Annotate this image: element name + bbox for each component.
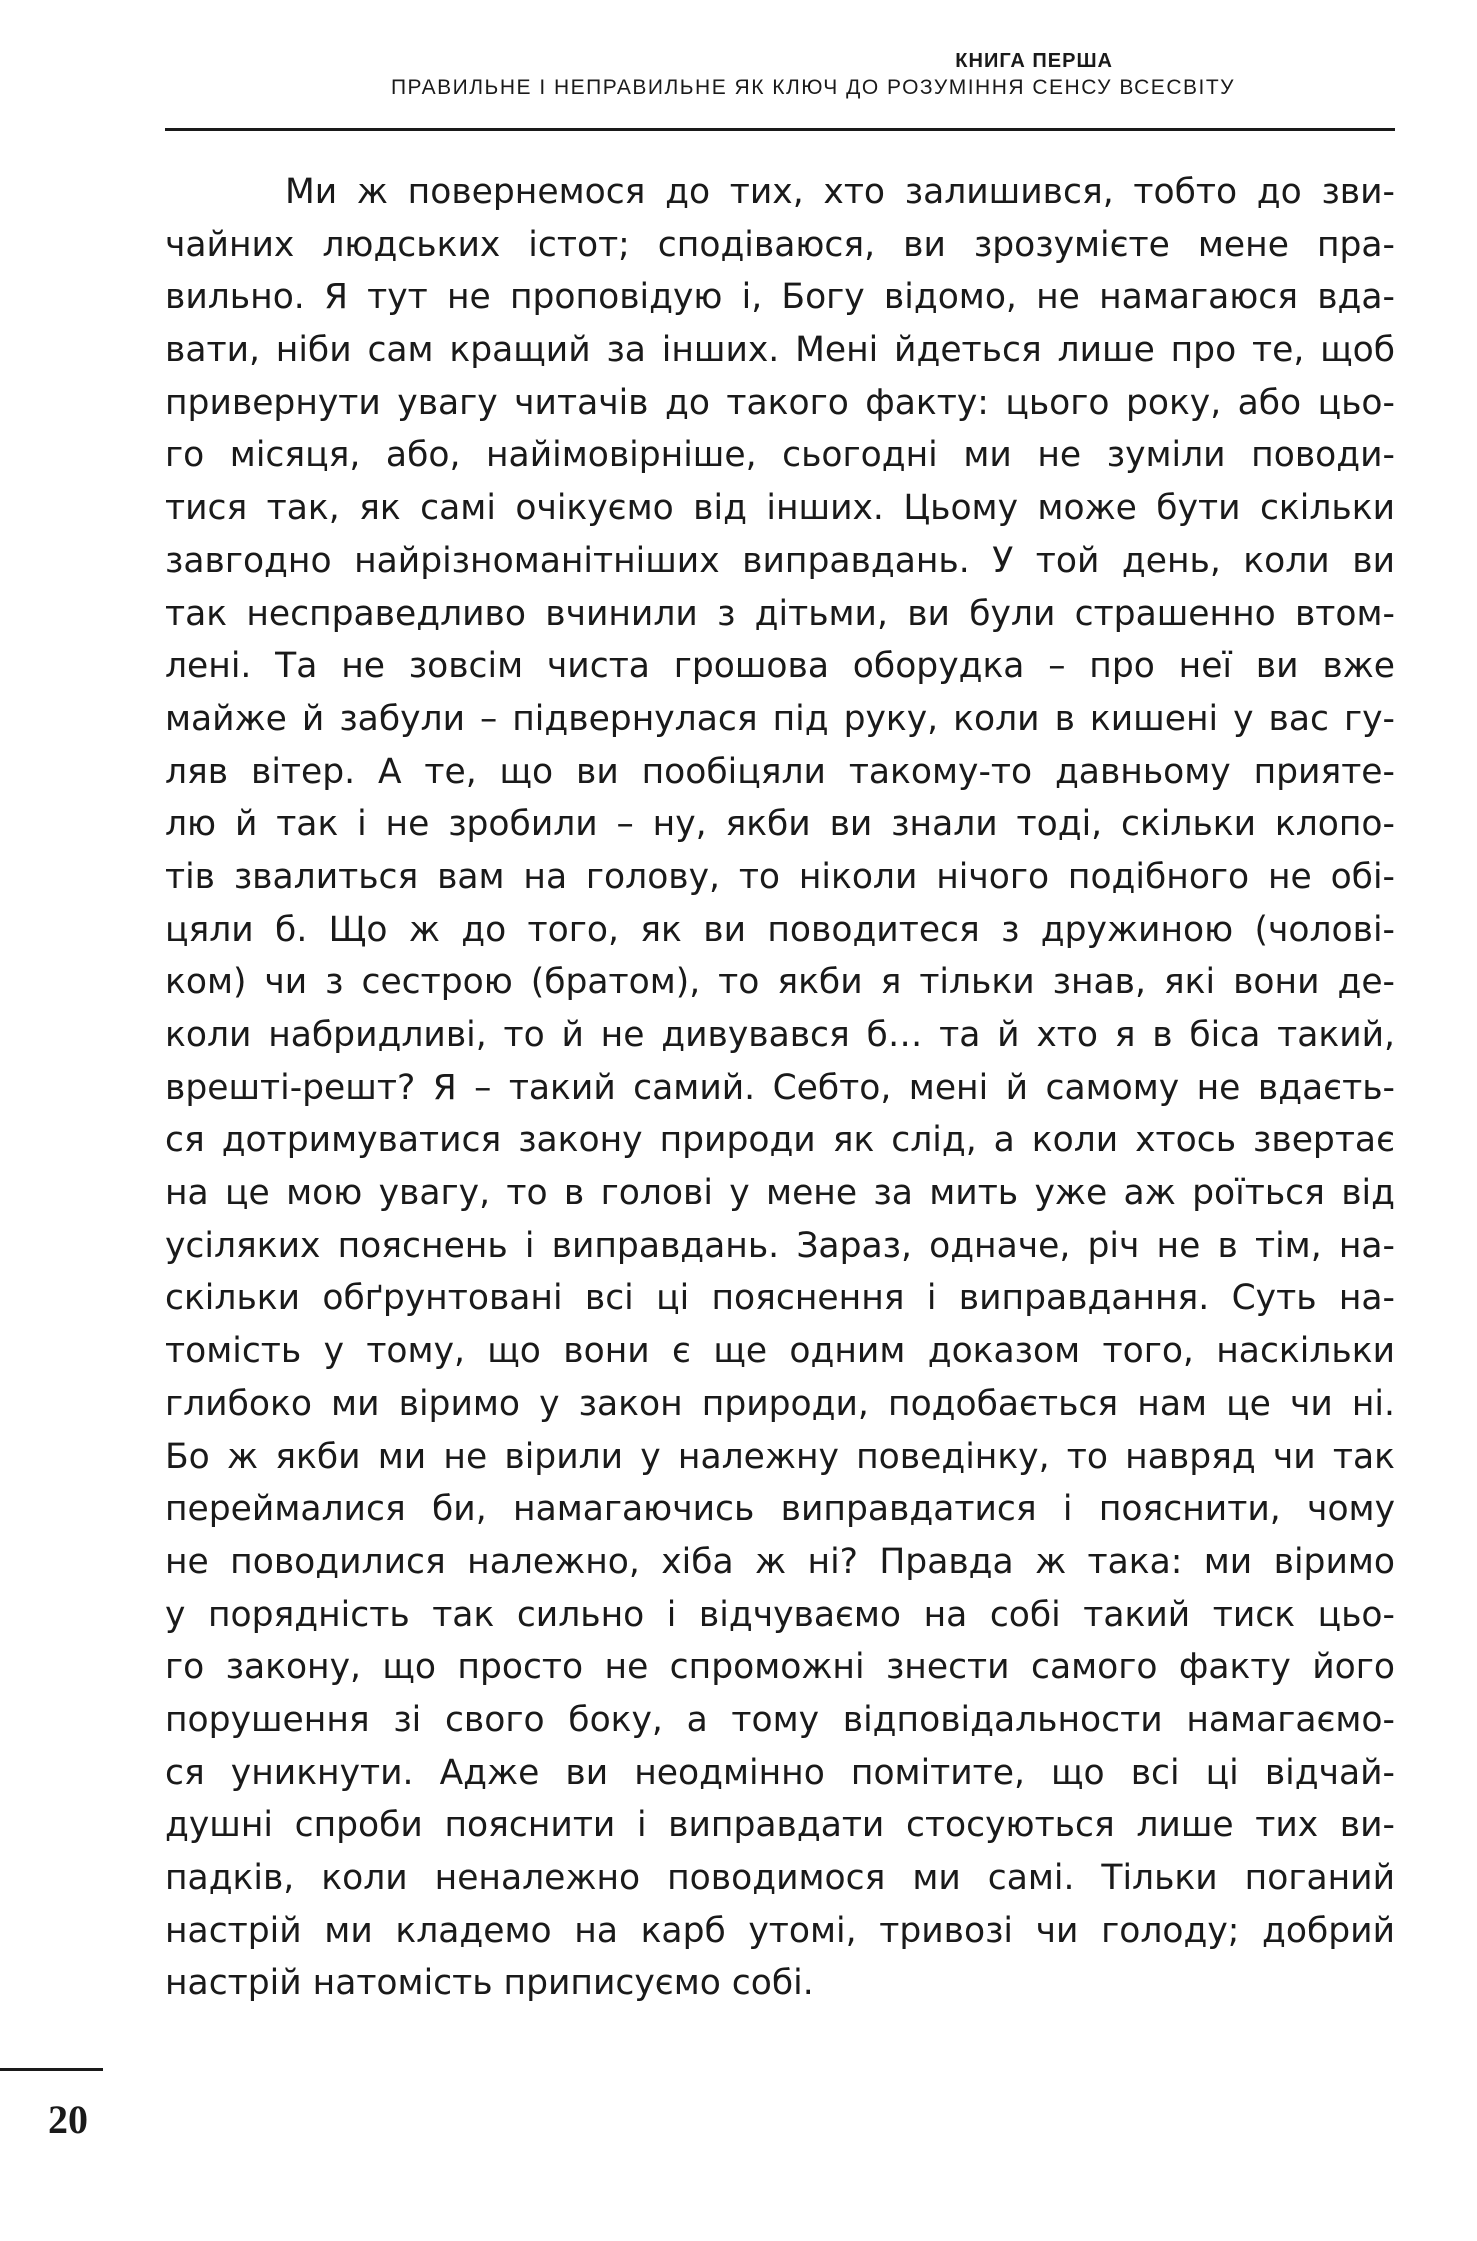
- text-line: лені. Та не зовсім чиста грошова оборудка – про неї ви вже: [165, 646, 1395, 687]
- text-line: на це мою увагу, то в голові у мене за мить уже аж роїться від: [165, 1173, 1395, 1214]
- text-line: ляв вітер. А те, що ви пообіцяли такому-то давньому прияте-: [165, 751, 1395, 792]
- text-line: привернути увагу читачів до такого факту: цього року, або цьо-: [165, 382, 1395, 423]
- text-line: переймалися би, намагаючись виправдатися і пояснити, чому: [165, 1489, 1395, 1530]
- text-line: завгодно найрізноманітніших виправдань. У той день, коли ви: [165, 540, 1395, 581]
- text-line: настрій натомість приписуємо собі.: [165, 1963, 814, 2004]
- body-paragraph: [165, 166, 1395, 2010]
- text-line: так несправедливо вчинили з дітьми, ви були страшенно втом-: [165, 593, 1395, 634]
- text-line: вильно. Я тут не проповідую і, Богу відомо, не намагаюся вда-: [165, 277, 1395, 318]
- text-line: го місяця, або, найімовірніше, сьогодні ми не зуміли поводи-: [165, 435, 1395, 476]
- text-line: падків, коли неналежно поводимося ми самі. Тільки поганий: [165, 1858, 1395, 1898]
- book-title: КНИГА ПЕРША: [955, 50, 1113, 72]
- text-line: глибоко ми віримо у закон природи, подобається нам це чи ні.: [165, 1383, 1395, 1424]
- text-line: цяли б. Що ж до того, як ви поводитеся з дружиною (чолові-: [165, 909, 1395, 950]
- page-number: 20: [48, 2097, 88, 2142]
- text-line: не поводилися належно, хіба ж ні? Правда ж така: ми віримо: [165, 1541, 1395, 1582]
- text-line: го закону, що просто не спроможні знести самого факту його: [165, 1647, 1395, 1688]
- text-line: коли набридливі, то й не дивувався б… та й хто я в біса такий,: [165, 1015, 1395, 1055]
- text-line: тися так, як самі очікуємо від інших. Цьому може бути скільки: [165, 488, 1395, 529]
- text-line: ся уникнути. Адже ви неодмінно помітите, що всі ці відчай-: [165, 1752, 1395, 1793]
- text-line: усіляких пояснень і виправдань. Зараз, одначе, річ не в тім, на-: [165, 1225, 1395, 1266]
- text-line: майже й забули – підвернулася під руку, коли в кишені у вас гу-: [165, 698, 1395, 739]
- text-line: настрій ми кладемо на карб утомі, тривозі чи голоду; добрий: [165, 1910, 1395, 1951]
- text-line: тів звалиться вам на голову, то ніколи нічого подібного не обі-: [165, 856, 1395, 897]
- text-line: Ми ж повернемося до тих, хто залишився, тобто до зви-: [285, 172, 1395, 212]
- text-line: душні спроби пояснити і виправдати стосуються лише тих ви-: [165, 1805, 1395, 1846]
- footer-divider: [0, 2068, 103, 2071]
- text-line: скільки обґрунтовані всі ці пояснення і виправдання. Суть на-: [165, 1278, 1395, 1319]
- text-line: ком) чи з сестрою (братом), то якби я тільки знав, які вони де-: [165, 962, 1395, 1003]
- text-line: вати, ніби сам кращий за інших. Мені йдеться лише про те, щоб: [165, 330, 1395, 371]
- text-line: лю й так і не зробили – ну, якби ви знали тоді, скільки клопо-: [165, 804, 1395, 845]
- text-line: порушення зі свого боку, а тому відповідальности намагаємо-: [165, 1699, 1395, 1740]
- text-line: ся дотримуватися закону природи як слід, а коли хтось звертає: [165, 1120, 1395, 1161]
- running-header: [165, 48, 1395, 102]
- text-line: Бо ж якби ми не вірили у належну поведінку, то навряд чи так: [165, 1436, 1395, 1477]
- text-line: у порядність так сильно і відчуваємо на собі такий тиск цьо-: [165, 1594, 1395, 1635]
- text-line: врешті-решт? Я – такий самий. Себто, мені й самому не вдаєть-: [165, 1067, 1395, 1108]
- text-line: томість у тому, що вони є ще одним доказом того, наскільки: [165, 1331, 1395, 1372]
- text-line: чайних людських істот; сподіваюся, ви зрозумієте мене пра-: [165, 224, 1395, 265]
- chapter-title: ПРАВИЛЬНЕ І НЕПРАВИЛЬНЕ ЯК КЛЮЧ ДО РОЗУМІННЯ СЕНСУ ВСЕСВІТУ: [390, 76, 1235, 99]
- header-divider: [165, 128, 1395, 131]
